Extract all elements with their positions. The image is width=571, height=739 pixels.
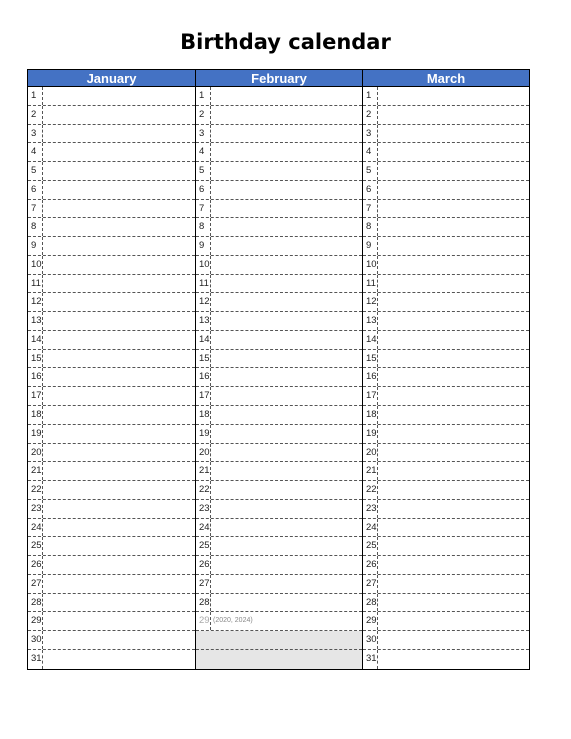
day-row[interactable] <box>196 256 362 275</box>
birthday-entry[interactable] <box>378 519 529 537</box>
day-row[interactable] <box>196 462 362 481</box>
day-row[interactable] <box>196 218 362 237</box>
day-number: 3 <box>363 125 378 143</box>
day-row[interactable] <box>363 575 529 594</box>
birthday-entry[interactable] <box>378 181 529 199</box>
day-number: 11 <box>363 275 378 293</box>
day-number: 26 <box>196 556 211 574</box>
day-number: 8 <box>196 218 211 236</box>
day-row[interactable] <box>196 368 362 387</box>
birthday-entry[interactable] <box>43 218 195 236</box>
day-number: 6 <box>363 181 378 199</box>
day-number: 16 <box>363 368 378 386</box>
day-number: 23 <box>28 500 43 518</box>
birthday-entry[interactable] <box>43 387 195 405</box>
day-number: 27 <box>196 575 211 593</box>
day-row[interactable] <box>28 462 195 481</box>
day-number: 18 <box>363 406 378 424</box>
day-number: 2 <box>363 106 378 124</box>
day-number: 4 <box>363 143 378 161</box>
day-row[interactable] <box>196 406 362 425</box>
birthday-entry[interactable] <box>378 256 529 274</box>
day-row[interactable] <box>28 181 195 200</box>
day-number: 5 <box>363 162 378 180</box>
day-number: 1 <box>28 87 43 105</box>
month-header: March <box>363 69 529 87</box>
day-row[interactable] <box>196 106 362 125</box>
day-number: 17 <box>196 387 211 405</box>
day-number: 6 <box>28 181 43 199</box>
day-number: 27 <box>363 575 378 593</box>
day-row[interactable] <box>28 368 195 387</box>
day-row[interactable] <box>363 368 529 387</box>
day-number: 1 <box>363 87 378 105</box>
day-number: 7 <box>28 200 43 218</box>
day-row[interactable] <box>28 143 195 162</box>
birthday-entry[interactable] <box>378 612 529 630</box>
day-number: 3 <box>28 125 43 143</box>
day-row[interactable] <box>196 519 362 538</box>
day-number <box>196 631 211 649</box>
day-row[interactable] <box>363 519 529 538</box>
day-row[interactable] <box>28 331 195 350</box>
birthday-entry[interactable] <box>43 575 195 593</box>
day-number: 25 <box>363 537 378 555</box>
day-number: 28 <box>196 594 211 612</box>
day-row[interactable] <box>196 350 362 369</box>
day-row[interactable] <box>28 350 195 369</box>
birthday-entry[interactable] <box>43 256 195 274</box>
day-number: 28 <box>28 594 43 612</box>
day-number: 21 <box>363 462 378 480</box>
day-number: 2 <box>196 106 211 124</box>
day-row[interactable] <box>28 444 195 463</box>
day-row[interactable] <box>363 331 529 350</box>
day-number: 8 <box>363 218 378 236</box>
birthday-entry[interactable] <box>211 331 362 349</box>
birthday-entry[interactable] <box>378 218 529 236</box>
day-row[interactable] <box>196 181 362 200</box>
birthday-entry[interactable] <box>211 293 362 311</box>
birthday-entry[interactable] <box>211 181 362 199</box>
birthday-entry[interactable] <box>211 406 362 424</box>
day-number: 13 <box>196 312 211 330</box>
day-number: 10 <box>363 256 378 274</box>
birthday-entry[interactable] <box>211 275 362 293</box>
birthday-entry[interactable] <box>211 519 362 537</box>
day-row[interactable] <box>363 387 529 406</box>
day-number: 28 <box>363 594 378 612</box>
day-number: 14 <box>363 331 378 349</box>
birthday-entry[interactable] <box>378 162 529 180</box>
birthday-entry[interactable] <box>43 631 195 649</box>
day-row[interactable] <box>28 612 195 631</box>
birthday-entry[interactable] <box>378 200 529 218</box>
birthday-entry[interactable] <box>378 350 529 368</box>
birthday-entry[interactable] <box>378 594 529 612</box>
day-number: 21 <box>196 462 211 480</box>
day-number: 22 <box>363 481 378 499</box>
day-number: 2 <box>28 106 43 124</box>
day-row[interactable] <box>28 87 195 106</box>
birthday-entry[interactable] <box>43 200 195 218</box>
birthday-entry <box>211 631 362 649</box>
day-row[interactable] <box>363 162 529 181</box>
birthday-entry[interactable] <box>211 237 362 255</box>
day-row[interactable] <box>28 106 195 125</box>
day-row[interactable] <box>363 200 529 219</box>
day-row[interactable] <box>28 125 195 144</box>
day-row[interactable] <box>363 406 529 425</box>
day-number: 15 <box>363 350 378 368</box>
day-number: 10 <box>196 256 211 274</box>
birthday-entry[interactable] <box>211 481 362 499</box>
month-column-february <box>195 69 362 669</box>
day-row[interactable] <box>28 481 195 500</box>
birthday-entry[interactable] <box>211 256 362 274</box>
birthday-entry[interactable] <box>211 500 362 518</box>
day-row[interactable] <box>28 406 195 425</box>
birthday-entry[interactable] <box>378 293 529 311</box>
day-number: 20 <box>28 444 43 462</box>
day-number: 9 <box>363 237 378 255</box>
day-number: 25 <box>28 537 43 555</box>
birthday-entry[interactable] <box>378 462 529 480</box>
day-number: 15 <box>28 350 43 368</box>
day-number: 22 <box>196 481 211 499</box>
day-row[interactable] <box>196 87 362 106</box>
day-number: 20 <box>196 444 211 462</box>
birthday-entry[interactable] <box>43 143 195 161</box>
day-row[interactable] <box>196 500 362 519</box>
day-row[interactable] <box>28 200 195 219</box>
blank-day-row <box>196 650 362 669</box>
birthday-entry[interactable] <box>378 143 529 161</box>
birthday-entry[interactable] <box>378 425 529 443</box>
day-number: 29 <box>196 612 211 630</box>
day-row[interactable] <box>363 293 529 312</box>
birthday-entry[interactable] <box>43 444 195 462</box>
day-number: 10 <box>28 256 43 274</box>
birthday-entry[interactable] <box>211 312 362 330</box>
day-row[interactable] <box>196 556 362 575</box>
birthday-entry[interactable] <box>43 162 195 180</box>
day-number: 24 <box>28 519 43 537</box>
day-number: 14 <box>28 331 43 349</box>
day-number: 8 <box>28 218 43 236</box>
day-number: 7 <box>363 200 378 218</box>
birthday-entry[interactable] <box>43 462 195 480</box>
birthday-entry[interactable] <box>378 275 529 293</box>
birthday-entry[interactable] <box>43 425 195 443</box>
day-row[interactable] <box>363 256 529 275</box>
birthday-entry[interactable] <box>43 612 195 630</box>
birthday-entry[interactable] <box>43 87 195 105</box>
birthday-entry[interactable] <box>43 275 195 293</box>
birthday-entry[interactable] <box>43 237 195 255</box>
day-number: 23 <box>196 500 211 518</box>
day-number: 19 <box>196 425 211 443</box>
birthday-entry[interactable] <box>211 444 362 462</box>
day-number: 27 <box>28 575 43 593</box>
day-row[interactable] <box>28 575 195 594</box>
birthday-entry[interactable] <box>43 293 195 311</box>
day-row[interactable] <box>363 500 529 519</box>
day-number: 19 <box>363 425 378 443</box>
day-row[interactable] <box>363 106 529 125</box>
birthday-entry[interactable] <box>43 500 195 518</box>
day-number: 30 <box>28 631 43 649</box>
day-row[interactable] <box>363 125 529 144</box>
birthday-entry[interactable] <box>43 406 195 424</box>
birthday-entry[interactable] <box>43 650 195 669</box>
day-number: 18 <box>196 406 211 424</box>
day-number: 13 <box>28 312 43 330</box>
day-number: 23 <box>363 500 378 518</box>
day-number: 24 <box>196 519 211 537</box>
day-row[interactable] <box>196 537 362 556</box>
birthday-entry[interactable] <box>378 237 529 255</box>
day-row[interactable] <box>196 237 362 256</box>
birthday-entry[interactable] <box>378 106 529 124</box>
day-number: 26 <box>363 556 378 574</box>
birthday-entry[interactable] <box>378 500 529 518</box>
day-row[interactable] <box>28 631 195 650</box>
month-column-march <box>362 69 529 669</box>
birthday-entry[interactable] <box>378 331 529 349</box>
day-row[interactable] <box>196 125 362 144</box>
day-row[interactable] <box>28 537 195 556</box>
day-number: 29 <box>363 612 378 630</box>
day-number: 31 <box>363 650 378 669</box>
day-row[interactable] <box>28 556 195 575</box>
day-row[interactable] <box>196 293 362 312</box>
day-row[interactable] <box>28 650 195 669</box>
day-row[interactable] <box>363 218 529 237</box>
birthday-entry[interactable] <box>378 368 529 386</box>
month-header: January <box>28 69 195 87</box>
day-number: 24 <box>363 519 378 537</box>
day-row[interactable] <box>363 350 529 369</box>
day-row[interactable] <box>363 425 529 444</box>
birthday-entry[interactable] <box>378 125 529 143</box>
day-row[interactable] <box>28 387 195 406</box>
day-number: 18 <box>28 406 43 424</box>
birthday-entry[interactable] <box>43 125 195 143</box>
birthday-entry[interactable] <box>211 575 362 593</box>
day-row[interactable] <box>28 256 195 275</box>
birthday-entry[interactable] <box>211 218 362 236</box>
day-number: 4 <box>196 143 211 161</box>
day-row[interactable] <box>363 556 529 575</box>
birthday-entry[interactable] <box>211 594 362 612</box>
day-row[interactable] <box>196 387 362 406</box>
birthday-entry[interactable] <box>378 312 529 330</box>
day-number: 12 <box>363 293 378 311</box>
day-row[interactable] <box>196 425 362 444</box>
birthday-entry[interactable] <box>43 181 195 199</box>
birthday-entry[interactable] <box>211 462 362 480</box>
day-row[interactable] <box>363 275 529 294</box>
day-number: 22 <box>28 481 43 499</box>
day-row[interactable] <box>363 462 529 481</box>
day-row[interactable] <box>363 594 529 613</box>
birthday-entry[interactable] <box>211 106 362 124</box>
day-row[interactable] <box>196 143 362 162</box>
day-number <box>196 650 211 669</box>
birthday-entry[interactable] <box>43 556 195 574</box>
birthday-entry[interactable] <box>43 312 195 330</box>
birthday-entry[interactable] <box>43 537 195 555</box>
day-row[interactable] <box>28 519 195 538</box>
day-number: 29 <box>28 612 43 630</box>
day-number: 21 <box>28 462 43 480</box>
day-number: 17 <box>363 387 378 405</box>
day-row[interactable] <box>196 312 362 331</box>
birthday-entry[interactable] <box>211 537 362 555</box>
day-row[interactable] <box>363 537 529 556</box>
day-number: 12 <box>28 293 43 311</box>
birthday-entry[interactable] <box>378 387 529 405</box>
day-row[interactable] <box>363 481 529 500</box>
day-row[interactable] <box>196 331 362 350</box>
blank-day-row <box>196 631 362 650</box>
day-number: 19 <box>28 425 43 443</box>
day-number: 20 <box>363 444 378 462</box>
day-row[interactable] <box>363 612 529 631</box>
day-row[interactable] <box>28 594 195 613</box>
day-row[interactable] <box>28 162 195 181</box>
birthday-entry[interactable] <box>378 87 529 105</box>
day-row[interactable] <box>28 237 195 256</box>
day-row[interactable] <box>196 162 362 181</box>
birthday-entry[interactable] <box>378 444 529 462</box>
day-number: 9 <box>28 237 43 255</box>
day-row[interactable] <box>28 500 195 519</box>
day-number: 16 <box>28 368 43 386</box>
birthday-entry[interactable] <box>378 406 529 424</box>
birthday-entry[interactable] <box>211 556 362 574</box>
day-row[interactable] <box>196 275 362 294</box>
birthday-entry[interactable] <box>211 350 362 368</box>
birthday-entry[interactable] <box>43 331 195 349</box>
day-row[interactable] <box>28 293 195 312</box>
day-number: 5 <box>28 162 43 180</box>
birthday-entry[interactable] <box>211 87 362 105</box>
day-row[interactable] <box>363 181 529 200</box>
birthday-entry[interactable] <box>378 481 529 499</box>
birthday-entry[interactable] <box>211 200 362 218</box>
birthday-entry[interactable] <box>211 143 362 161</box>
birthday-entry[interactable] <box>378 537 529 555</box>
day-number: 17 <box>28 387 43 405</box>
day-number: 7 <box>196 200 211 218</box>
calendar-table <box>27 69 530 670</box>
day-number: 25 <box>196 537 211 555</box>
day-number: 3 <box>196 125 211 143</box>
page-title: Birthday calendar <box>180 30 391 54</box>
day-row[interactable] <box>363 312 529 331</box>
birthday-entry[interactable] <box>378 575 529 593</box>
day-row[interactable] <box>28 275 195 294</box>
day-row[interactable] <box>28 218 195 237</box>
day-row[interactable] <box>363 143 529 162</box>
day-number: 13 <box>363 312 378 330</box>
day-row[interactable] <box>196 594 362 613</box>
day-row[interactable] <box>196 200 362 219</box>
day-row[interactable] <box>363 444 529 463</box>
day-row[interactable] <box>28 425 195 444</box>
day-number: 15 <box>196 350 211 368</box>
birthday-entry[interactable] <box>43 368 195 386</box>
birthday-entry[interactable] <box>211 387 362 405</box>
leap-year-note: (2020, 2024) <box>213 617 253 625</box>
day-number: 9 <box>196 237 211 255</box>
birthday-entry[interactable] <box>211 368 362 386</box>
birthday-entry[interactable] <box>378 631 529 649</box>
day-row[interactable] <box>363 87 529 106</box>
birthday-entry[interactable] <box>378 556 529 574</box>
day-row[interactable] <box>28 312 195 331</box>
birthday-entry[interactable] <box>211 125 362 143</box>
day-number: 1 <box>196 87 211 105</box>
day-number: 16 <box>196 368 211 386</box>
day-number: 6 <box>196 181 211 199</box>
month-header: February <box>196 69 362 87</box>
day-number: 5 <box>196 162 211 180</box>
birthday-entry[interactable] <box>43 594 195 612</box>
birthday-entry[interactable] <box>211 162 362 180</box>
day-number: 4 <box>28 143 43 161</box>
day-row[interactable] <box>196 575 362 594</box>
birthday-entry[interactable] <box>211 425 362 443</box>
day-number: 11 <box>28 275 43 293</box>
day-row[interactable] <box>196 481 362 500</box>
birthday-entry[interactable] <box>378 650 529 669</box>
birthday-entry[interactable] <box>43 350 195 368</box>
day-number: 26 <box>28 556 43 574</box>
day-row[interactable] <box>196 444 362 463</box>
birthday-entry[interactable] <box>43 481 195 499</box>
day-row[interactable] <box>363 631 529 650</box>
birthday-entry <box>211 650 362 669</box>
day-number: 30 <box>363 631 378 649</box>
day-number: 12 <box>196 293 211 311</box>
day-row[interactable] <box>363 650 529 669</box>
day-row[interactable] <box>196 612 362 631</box>
day-number: 14 <box>196 331 211 349</box>
month-column-january <box>28 69 195 669</box>
day-number: 31 <box>28 650 43 669</box>
birthday-entry[interactable] <box>43 519 195 537</box>
day-row[interactable] <box>363 237 529 256</box>
day-number: 11 <box>196 275 211 293</box>
birthday-entry[interactable] <box>43 106 195 124</box>
